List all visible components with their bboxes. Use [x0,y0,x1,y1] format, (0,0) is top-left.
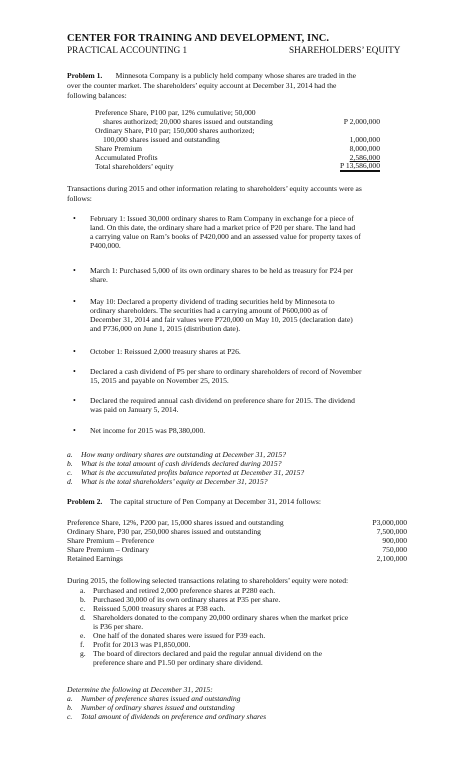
problem2-during [67,576,407,586]
balance-row: Accumulated Profits [95,153,158,162]
requirement-text: Number of ordinary shares issued and outstanding [81,703,235,712]
bullet-line: December 31, 2014 and fair values were P720,000 on May 10, 2015 (declaration date) [90,315,353,325]
bullet-line: share. [90,275,108,285]
bullet-item [73,214,408,251]
bullet-line: a carrying value on Ram’s books of P420,000 and an assessed value for property taxes of [90,232,361,242]
problem2-intro [67,497,407,507]
capital-table [67,518,407,568]
bullet-dot-icon: • [73,426,76,435]
item-text: One half of the donated shares were issued for P39 each. [93,631,266,640]
item-letter: b. [80,595,86,604]
capital-row-label: Share Premium – Ordinary [67,545,150,554]
balance-row: Preference Share, P100 par, 12% cumulative; 50,000 [95,108,256,117]
transactions-intro [67,184,407,204]
problem1-intro-line3: following balances: [67,91,127,100]
balance-row-total: Total shareholders’ equity [95,162,174,171]
item-letter: f. [80,640,85,649]
requirement-letter: b. [67,703,73,712]
bullet-line: Declared a cash dividend of P5 per share to ordinary shareholders of record of November [90,367,362,376]
bullet-item [73,347,408,356]
bullet-item [73,396,408,415]
balance-amount: P 2,000,000 [343,117,380,126]
topic-title: SHAREHOLDERS’ EQUITY [289,45,401,55]
org-title: CENTER FOR TRAINING AND DEVELOPMENT, INC. [67,33,330,44]
item-text: Purchased 30,000 of its own ordinary shares at P35 per share. [93,595,281,604]
item-letter: d. [80,613,86,622]
capital-row-amount: 750,000 [382,545,407,554]
balance-amount: 8,000,000 [349,144,380,153]
bullet-dot-icon: • [73,297,76,306]
question-letter: c. [67,468,73,477]
item-letter: c. [80,604,86,613]
bullet-line: February 1: Issued 30,000 ordinary shares to Ram Company in exchange for a piece of [90,214,354,223]
bullet-line: was paid on January 5, 2014. [90,405,179,415]
question-text: How many ordinary shares are outstanding at December 31, 2015? [81,450,287,459]
bullet-item [73,266,408,285]
bullet-line: March 1: Purchased 5,000 of its own ordinary shares to be held as treasury for P24 per [90,266,353,275]
problem1-intro-line2: over the counter market. The shareholders’ equity account at December 31, 2014 had the [67,81,337,90]
requirement-text: Number of preference shares issued and outstanding [81,694,241,703]
problem1-intro [67,71,407,111]
question-text: What is the total amount of cash dividends declared during 2015? [81,459,282,468]
capital-row-amount: 7,500,000 [376,527,407,536]
question-letter: d. [67,477,73,486]
bullet-line: Declared the required annual cash dividend on preference share for 2015. The dividend [90,396,355,405]
determine-heading: Determine the following at December 31, 2015: [67,685,213,694]
requirement-letter: a. [67,694,73,703]
transactions-intro-line2: follows: [67,194,92,203]
transactions-intro-line1: Transactions during 2015 and other information relating to shareholders’ equity accounts were as [67,184,362,193]
capital-row-amount: 2,100,000 [376,554,407,563]
bullet-line: May 10: Declared a property dividend of trading securities held by Minnesota to [90,297,335,306]
bullet-item [73,367,408,386]
bullet-dot-icon: • [73,347,76,356]
balance-row: shares authorized; 20,000 shares issued and outstanding [103,117,273,126]
problem2-transactions [80,586,400,686]
balance-row: Ordinary Share, P10 par; 150,000 shares authorized; [95,126,255,135]
item-text: Reissued 5,000 treasury shares at P38 each. [93,604,226,613]
item-text: preference share and P1.50 per ordinary share dividend. [93,658,263,667]
requirement-letter: c. [67,712,73,721]
course-title: PRACTICAL ACCOUNTING 1 [67,45,188,55]
bullet-line: Net income for 2015 was P8,380,000. [90,426,206,435]
question-letter: a. [67,450,73,459]
capital-row-amount: 900,000 [382,536,407,545]
problem2-during-text: During 2015, the following selected transactions relating to shareholders’ equity were noted: [67,576,349,585]
balance-row: 100,000 shares issued and outstanding [103,135,220,144]
problem1-questions [67,450,407,490]
balance-total-amount: P 13,586,000 [339,161,380,170]
balance-row: Share Premium [95,144,143,153]
question-text: What is the total shareholders’ equity at December 31, 2015? [81,477,268,486]
capital-row-label: Preference Share, 12%, P200 par, 15,000 shares issued and outstanding [67,518,284,527]
item-text: The board of directors declared and paid the regular annual dividend on the [93,649,322,658]
bullet-dot-icon: • [73,396,76,405]
capital-row-label: Retained Earnings [67,554,123,563]
bullet-line: October 1: Reissued 2,000 treasury shares at P26. [90,347,241,356]
requirement-text: Total amount of dividends on preference and ordinary shares [81,712,267,721]
bullet-item [73,426,408,435]
bullet-line: P400,000. [90,241,121,251]
capital-row-amount: P3,000,000 [372,518,407,527]
bullet-dot-icon: • [73,367,76,376]
balance-amount: 1,000,000 [349,135,380,144]
question-text: What is the accumulated profits balance reported at December 31, 2015? [81,468,305,477]
problem2-requirements [67,685,407,725]
problem1-intro-line1: Minnesota Company is a publicly held company whose shares are traded in the [115,71,357,80]
item-text: Shareholders donated to the company 20,000 ordinary shares when the market price [93,613,349,622]
problem2-intro-text: The capital structure of Pen Company at December 31, 2014 follows: [109,497,321,506]
bullet-line: land. On this date, the ordinary share had a market price of P20 per share. The land had [90,223,356,233]
item-letter: e. [80,631,86,640]
question-letter: b. [67,459,73,468]
item-letter: a. [80,586,86,595]
balance-table [95,108,400,180]
bullet-line: ordinary shareholders. The securities had a carrying amount of P600,000 as of [90,306,328,316]
problem2-label: Problem 2. [67,497,103,506]
bullet-line: and P736,000 on June 1, 2015 (distribution date). [90,324,241,334]
bullet-dot-icon: • [73,214,76,223]
problem1-label: Problem 1. [67,71,103,80]
capital-row-label: Ordinary Share, P30 par, 250,000 shares issued and outstanding [67,527,261,536]
item-text: Purchased and retired 2,000 preference shares at P280 each. [93,586,276,595]
item-letter: g. [80,649,86,658]
item-text: is P36 per share. [93,622,144,631]
bullet-item [73,297,408,334]
balance-amount: 2,586,000 [349,153,380,162]
bullet-line: 15, 2015 and payable on November 25, 2015. [90,376,229,386]
capital-row-label: Share Premium – Preference [67,536,155,545]
item-text: Profit for 2013 was P1,850,000. [93,640,191,649]
bullet-dot-icon: • [73,266,76,275]
